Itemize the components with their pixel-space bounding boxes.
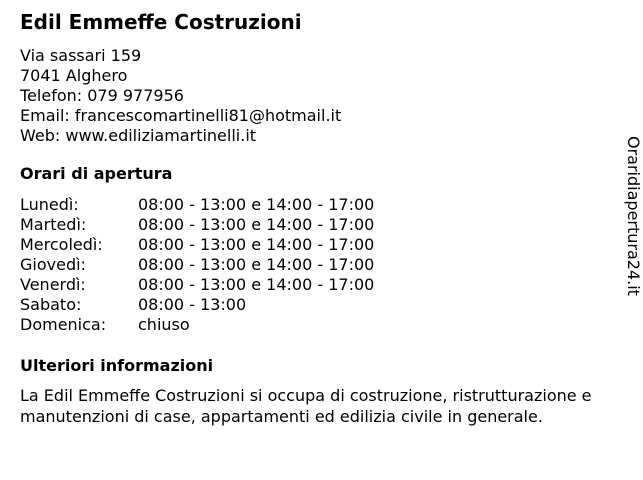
hours-heading: Orari di apertura bbox=[20, 164, 173, 183]
hours-row bbox=[20, 275, 620, 295]
hours-row bbox=[20, 255, 620, 275]
email-line: Email: francescomartinelli81@hotmail.it bbox=[20, 106, 342, 125]
day-label: Domenica: bbox=[20, 315, 107, 334]
day-hours: 08:00 - 13:00 e 14:00 - 17:00 bbox=[138, 215, 375, 234]
contact-block bbox=[20, 46, 620, 146]
day-label: Lunedì: bbox=[20, 195, 79, 214]
address-city: 7041 Alghero bbox=[20, 66, 128, 85]
hours-row bbox=[20, 295, 620, 315]
web-line: Web: www.ediliziamartinelli.it bbox=[20, 126, 257, 145]
business-name: Edil Emmeffe Costruzioni bbox=[20, 10, 302, 34]
day-label: Giovedì: bbox=[20, 255, 86, 274]
hours-row bbox=[20, 315, 620, 335]
info-heading: Ulteriori informazioni bbox=[20, 356, 214, 375]
day-label: Mercoledì: bbox=[20, 235, 103, 254]
hours-row bbox=[20, 215, 620, 235]
day-hours: 08:00 - 13:00 bbox=[138, 295, 247, 314]
day-hours: 08:00 - 13:00 e 14:00 - 17:00 bbox=[138, 255, 375, 274]
business-card bbox=[20, 8, 620, 427]
address-street: Via sassari 159 bbox=[20, 46, 142, 65]
phone-line: Telefon: 079 977956 bbox=[20, 86, 184, 105]
site-watermark bbox=[623, 136, 643, 312]
day-hours: 08:00 - 13:00 e 14:00 - 17:00 bbox=[138, 235, 375, 254]
day-hours: 08:00 - 13:00 e 14:00 - 17:00 bbox=[138, 195, 375, 214]
hours-row bbox=[20, 195, 620, 215]
hours-table bbox=[20, 195, 620, 335]
site-watermark-text: Oraridiapertura24.it bbox=[624, 136, 643, 296]
day-label: Sabato: bbox=[20, 295, 82, 314]
day-label: Martedì: bbox=[20, 215, 87, 234]
info-text: La Edil Emmeffe Costruzioni si occupa di costruzione, ristrutturazione e manutenzioni di case, appartamenti ed edilizia civile in generale. bbox=[20, 386, 592, 426]
day-label: Venerdì: bbox=[20, 275, 86, 294]
hours-row bbox=[20, 235, 620, 255]
day-hours: chiuso bbox=[138, 315, 190, 334]
day-hours: 08:00 - 13:00 e 14:00 - 17:00 bbox=[138, 275, 375, 294]
